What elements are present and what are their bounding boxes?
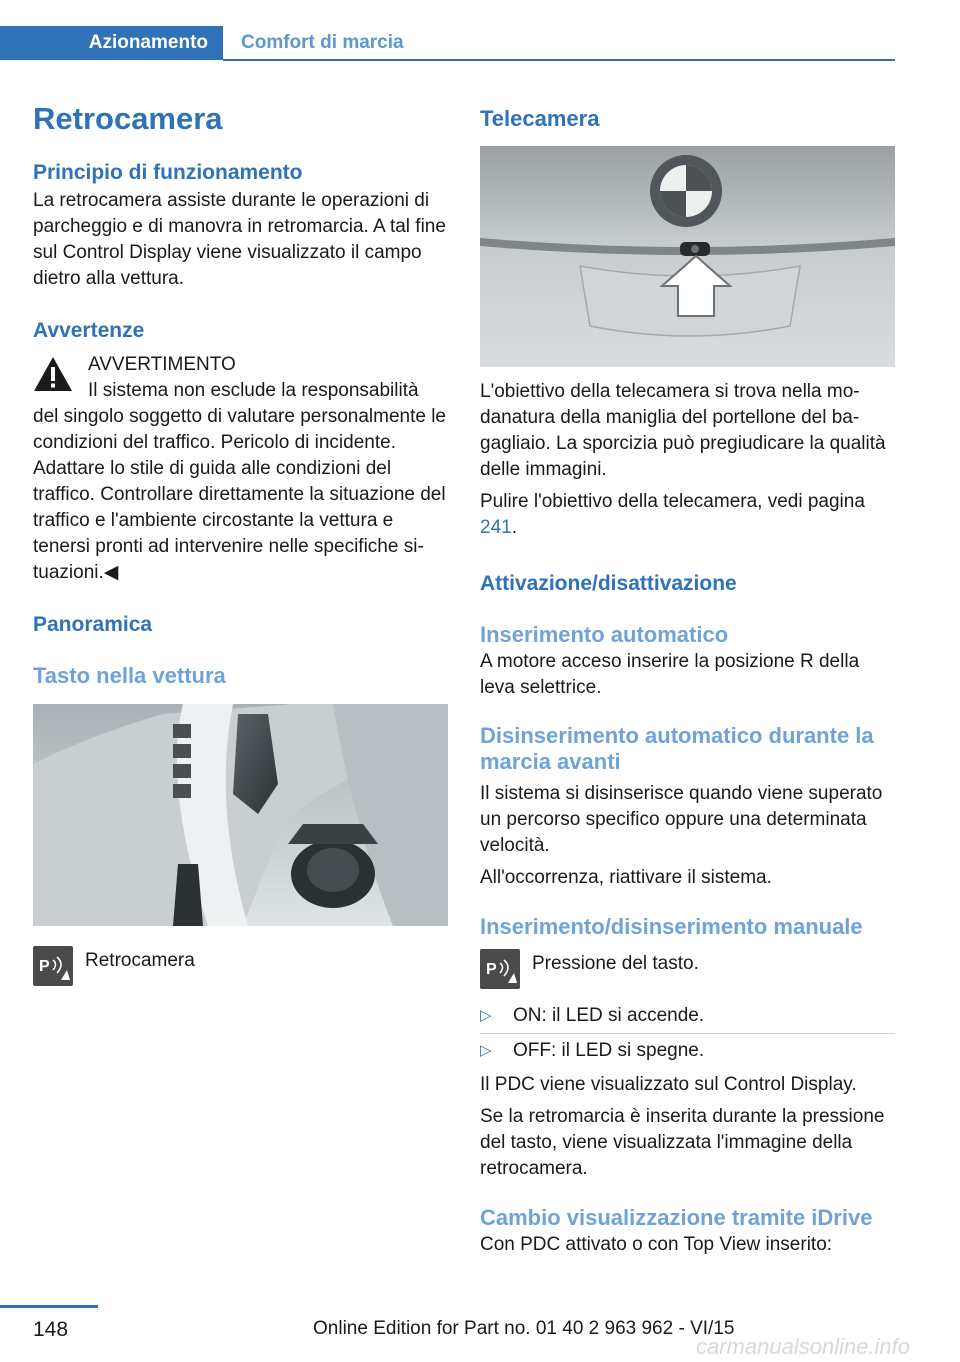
warning-text: Il sistema non esclude la responsabilità del singolo soggetto di valutare personalmente le condizioni del traffico. Pericolo di incidente. Adattare lo stile di guida alle condizioni del traffico. Controllare direttamente la situazione del traffico e l'ambiente circostante la vettura e tenersi pronti ad intervenire nelle specifiche situazioni.◀ [33, 380, 446, 583]
auto-off-text: Il sistema si disinserisce quando viene superato un percorso specifico oppure una determinata velocità. [480, 783, 883, 856]
console-photo [33, 704, 448, 926]
activation-heading: Attivazione/disattivazione [480, 572, 737, 595]
list-item-text: OFF: il LED si spegne. [513, 1040, 705, 1061]
clean-text-suffix: . [511, 517, 517, 538]
auto-off-heading: Disinserimento automatico durante la marcia avanti [480, 723, 874, 774]
auto-on-text: A motore acceso inserire la posizione R della leva selettrice. [480, 651, 860, 698]
svg-text:P: P [39, 958, 50, 975]
principle-heading: Principio di funzionamento [33, 161, 303, 184]
reverse-text: Se la retromarcia è inserita durante la pressione del tasto, viene visualizzata l'immagine della retrocamera. [480, 1106, 885, 1179]
right-column [480, 104, 895, 1258]
auto-on-heading: Inserimento automatico [480, 622, 729, 647]
button-heading: Tasto nella vettura [33, 663, 226, 688]
tailgate-photo [480, 146, 895, 367]
page-title: Retrocamera [33, 101, 223, 136]
triangle-bullet-icon: ▷ [480, 1007, 492, 1024]
page-header [0, 26, 895, 62]
page-number: 148 [33, 1318, 69, 1341]
rear-camera-button-icon [480, 949, 520, 989]
overview-heading: Panoramica [33, 613, 153, 636]
center-console-image [33, 704, 448, 926]
warnings-heading: Avvertenze [33, 319, 145, 342]
tailgate-camera-image [480, 146, 895, 367]
list-item [480, 1034, 895, 1068]
footer-rule [0, 1305, 98, 1308]
manual-button-row [480, 949, 895, 993]
warning-triangle-icon [33, 356, 73, 392]
page-241-link[interactable]: 241 [480, 517, 512, 538]
rear-camera-button-label: Retrocamera [85, 950, 195, 971]
rear-camera-button-row [33, 946, 448, 988]
warning-label: AVVERTIMENTO [88, 354, 236, 375]
idrive-heading: Cambio visualizzazione tramite iDrive [480, 1205, 873, 1230]
rear-camera-button-icon [33, 946, 73, 986]
triangle-bullet-icon: ▷ [480, 1042, 492, 1059]
svg-text:P: P [486, 961, 497, 978]
edition-text: Online Edition for Part no. 01 40 2 963 962 - VI/15 [313, 1318, 735, 1339]
left-column [33, 98, 448, 988]
camera-text: L'obiettivo della telecamera si trova nella modanatura della maniglia del portellone del bagagliaio. La sporcizia può pregiudicare la qualità delle immagini. [480, 381, 886, 480]
clean-text-prefix: Pulire l'obiettivo della telecamera, vedi pagina [480, 491, 865, 512]
camera-heading: Telecamera [480, 106, 600, 131]
pdc-text: Il PDC viene visualizzato sul Control Display. [480, 1074, 857, 1095]
principle-text: La retrocamera assiste durante le operazioni di parcheggio e di manovra in retromarcia. A tal fine sul Control Display viene visualizzato il campo dietro alla vettura. [33, 190, 446, 289]
list-item [480, 999, 895, 1034]
manual-button-label: Pressione del tasto. [532, 953, 699, 974]
warning-block [33, 352, 448, 586]
reactivate-text: All'occorrenza, riattivare il sistema. [480, 867, 772, 888]
tab-azionamento[interactable]: Azionamento [0, 26, 223, 60]
tab-comfort-di-marcia[interactable]: Comfort di marcia [241, 32, 404, 53]
list-item-text: ON: il LED si accende. [513, 1005, 705, 1026]
clean-text [480, 489, 895, 541]
idrive-text: Con PDC attivato o con Top View inserito: [480, 1234, 833, 1255]
header-rule [223, 59, 895, 61]
manual-heading: Inserimento/disinserimento manuale [480, 914, 863, 939]
led-status-list [480, 999, 895, 1068]
watermark: carmanualsonline.info [696, 1334, 911, 1359]
